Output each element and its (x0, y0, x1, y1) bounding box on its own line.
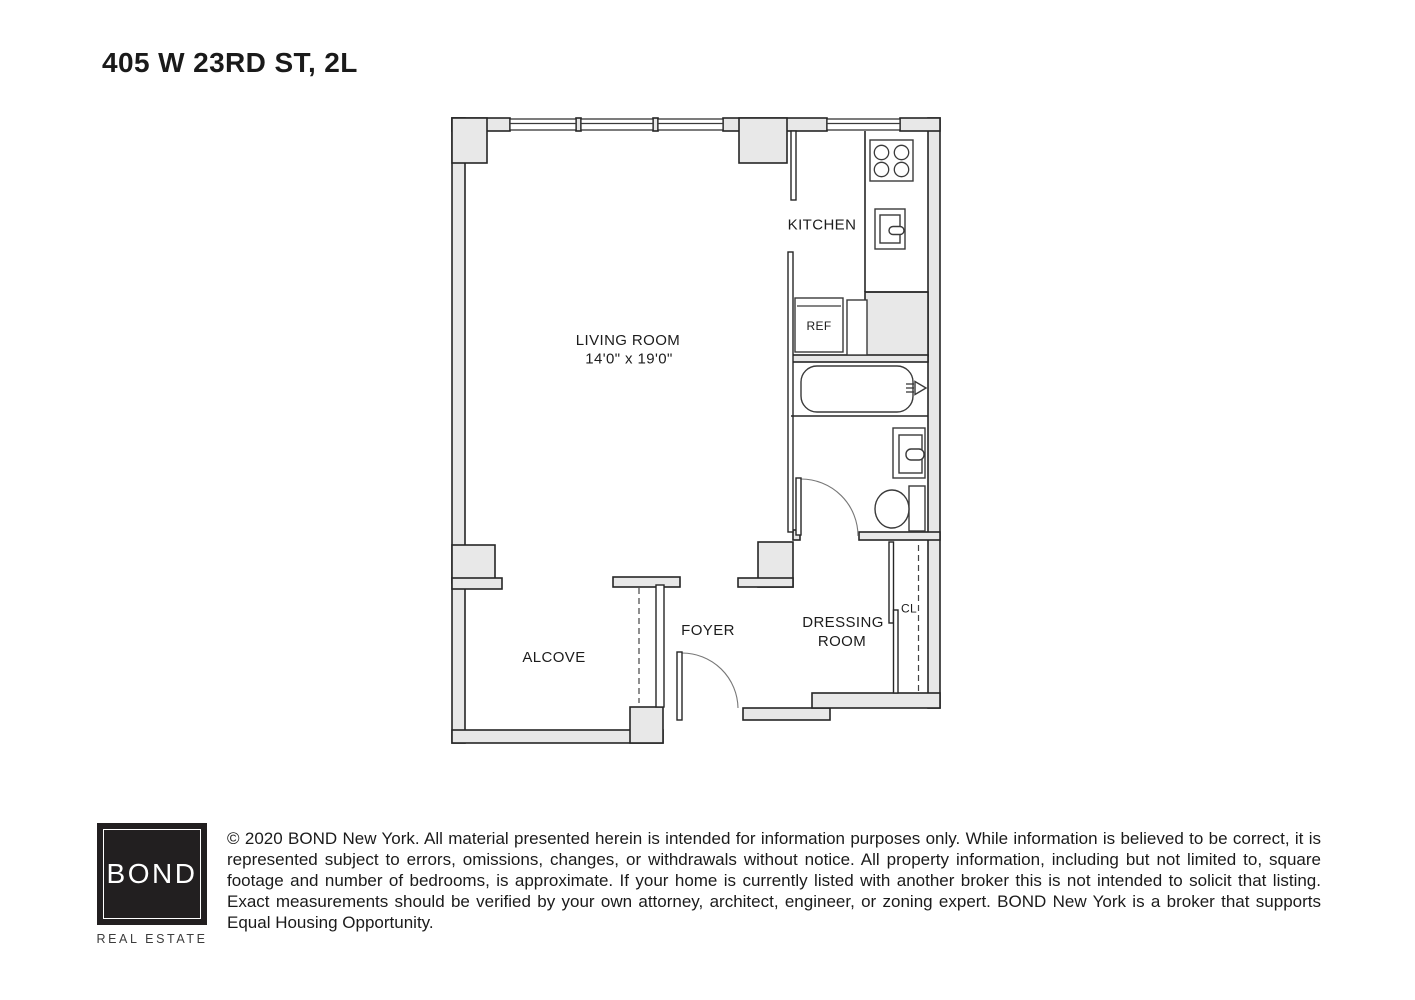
kitchen-label: KITCHEN (787, 216, 857, 234)
page-title: 405 W 23RD ST, 2L (102, 47, 358, 78)
bathroom-door-swing (801, 479, 858, 536)
tub-spout-icon (915, 382, 926, 395)
bond-logo-text: BOND (106, 858, 198, 889)
wall-left (452, 118, 465, 743)
entry-door-swing (682, 653, 738, 708)
bathroom-bottom-wall (859, 532, 940, 540)
dressing-room-label-line1: DRESSING (802, 614, 884, 631)
kitchen-counter-strip (847, 300, 867, 355)
window-mullion (653, 118, 658, 131)
toilet (875, 490, 909, 528)
wall-top-3 (900, 118, 940, 131)
t-wall-cap (613, 577, 680, 587)
logo-tagline: REAL ESTATE (96, 932, 208, 946)
disclaimer-text: © 2020 BOND New York. All material presented herein is intended for information purposes only. While information is believed to be correct, it is represented subject to errors, omissions, changes, or withdrawals without notice. All property information, including but not limited to, square footage and number of bedrooms, is approximate. If your home is currently listed with another broker this is not intended to solicit that listing. Exact measurements should be verified by your own attorney, architect, engineer, or zoning expert. BOND New York is a broker that supports Equal Housing Opportunity. (227, 829, 1321, 932)
bond-logo-frame (103, 829, 201, 919)
living-room-label: LIVING ROOM (575, 332, 681, 349)
pier-mid-left-foot (452, 578, 502, 589)
wall-bottom-dressing (812, 693, 940, 708)
entry-door-leaf (677, 652, 682, 720)
room-labels (522, 217, 917, 667)
closet-label: CL (901, 601, 917, 616)
kitchen-shaft (865, 292, 928, 356)
vanity-faucet-icon (906, 449, 924, 460)
dressing-room-label-line2: ROOM (817, 633, 867, 650)
bathroom-fixtures (801, 366, 926, 531)
bathroom-top-wall (791, 355, 928, 362)
window-mullion (576, 118, 581, 131)
alcove-label: ALCOVE (522, 649, 586, 666)
refrigerator-label: REF (806, 319, 832, 333)
bond-logo (97, 823, 207, 925)
window (581, 119, 653, 130)
bathtub (801, 366, 913, 412)
wall-right (928, 118, 940, 708)
kitchen-faucet-icon (889, 227, 904, 235)
window (827, 119, 900, 130)
living-room-dimensions: 14'0" x 19'0" (585, 350, 673, 368)
alcove-foyer-wall (656, 585, 664, 707)
kitchen-bathroom-partition (788, 252, 793, 532)
pier-foyer-right-foot (738, 578, 793, 587)
window (510, 119, 576, 130)
pier-top-left (452, 118, 487, 163)
bathroom-door-leaf (796, 478, 801, 535)
pier-top-right (739, 118, 787, 163)
window (658, 119, 723, 130)
entry-left-block (630, 707, 663, 743)
toilet-tank (909, 486, 925, 531)
kitchen-partition-upper (791, 131, 796, 200)
windows (510, 119, 900, 130)
closet-sliding-door-b (894, 610, 899, 693)
wall-bottom-entry (743, 708, 830, 720)
doors (677, 478, 858, 720)
foyer-label: FOYER (681, 622, 735, 639)
